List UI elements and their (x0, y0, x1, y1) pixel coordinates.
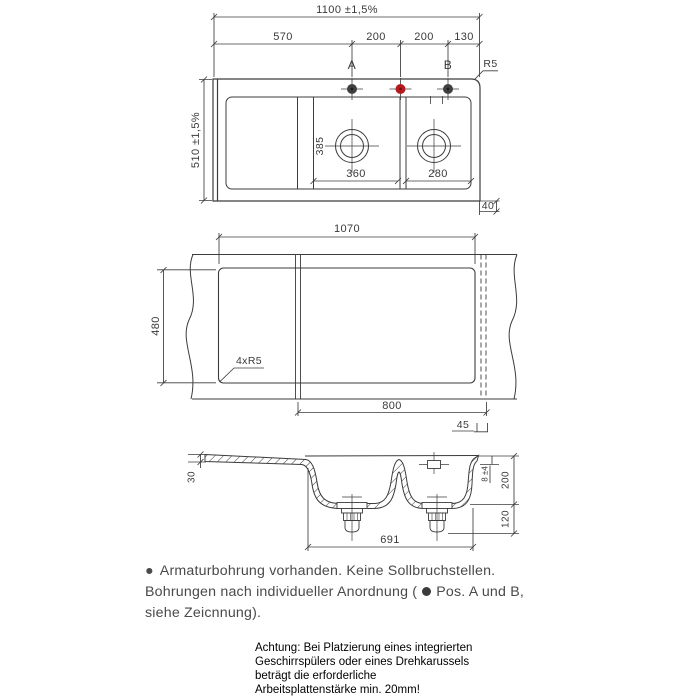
dim-drainer-depth: 30 (186, 471, 198, 483)
dim-rim-height: 8 ±4 (480, 466, 489, 482)
note-line-2-post: Pos. A und B, (436, 584, 525, 600)
warning-block (255, 641, 472, 697)
label-cutout-corners: 4xR5 (235, 355, 263, 367)
notes-block (145, 561, 524, 624)
dim-cutout-width: 1070 (333, 223, 361, 235)
warning-line-2: Geschirrspülers oder eines Drehkarussels (255, 656, 470, 668)
note-line-1 (145, 561, 524, 582)
dim-drain-height: 120 (500, 510, 511, 528)
warning-line-1: Achtung: Bei Platzierung eines integrierten (255, 642, 473, 654)
drain-fitting-right (422, 494, 452, 541)
dim-cutout-gap: 45 (456, 419, 470, 431)
dim-total-width: 1100 ±1,5% (316, 4, 378, 16)
dim-basin-depth: 385 (314, 136, 326, 156)
note-line-2 (145, 582, 524, 603)
section-view-dimensions (188, 452, 519, 552)
note-line-3-text: siehe Zeicnnung). (145, 605, 262, 621)
note-bullet-icon: ● (145, 563, 154, 579)
dim-seg-570: 570 (273, 31, 293, 43)
note-line-3 (145, 603, 524, 624)
dim-cutout-span: 800 (382, 400, 402, 412)
dim-section-depth: 200 (500, 471, 511, 489)
label-position-a: A (347, 58, 357, 72)
label-position-b: B (443, 58, 453, 72)
dim-total-depth: 510 ±1,5% (190, 111, 202, 169)
warning-line-3: beträgt die erforderliche (255, 670, 377, 682)
dim-seg-200b: 200 (414, 31, 434, 43)
cutout-view-dimensions (157, 233, 490, 432)
dim-seg-130: 130 (454, 31, 474, 43)
drain-fitting-left (337, 494, 367, 541)
note-line-1-text: Armaturbohrung vorhanden. Keine Sollbruchstellen. (159, 563, 496, 579)
dim-rear-offset: 40 (481, 200, 495, 212)
dim-cutout-height: 480 (150, 316, 162, 336)
top-view-linework (213, 79, 480, 201)
label-corner-radius: R5 (483, 58, 498, 70)
warning-line-4: Arbeitsplattenstärke min. 20mm! (255, 684, 420, 696)
top-view-dimensions (199, 13, 500, 215)
dim-basin1-width: 360 (346, 168, 366, 180)
drill-hole-icon (422, 587, 431, 596)
dim-basin2-width: 280 (428, 168, 448, 180)
dim-seg-200a: 200 (366, 31, 386, 43)
note-line-2-pre: Bohrungen nach individueller Anordnung ( (145, 584, 418, 600)
cutout-view-linework (186, 255, 517, 400)
dim-section-span: 691 (380, 534, 400, 546)
